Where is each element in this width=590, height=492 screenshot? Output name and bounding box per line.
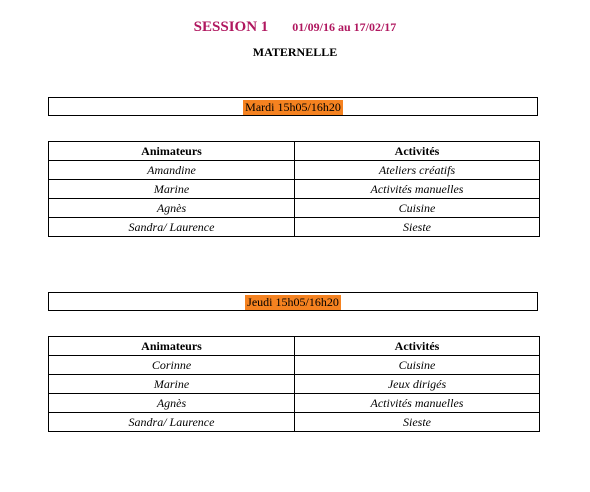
table-row xyxy=(49,394,540,413)
column-header-activites: Activités xyxy=(295,142,540,161)
column-header-activites: Activités xyxy=(295,337,540,356)
column-header-animateurs: Animateurs xyxy=(49,337,295,356)
activite-cell: Sieste xyxy=(295,218,540,237)
schedule-table-mardi xyxy=(48,141,540,237)
animateur-cell: Sandra/ Laurence xyxy=(49,218,295,237)
session-label: SESSION 1 xyxy=(193,19,269,35)
table-row xyxy=(49,161,540,180)
table-row xyxy=(49,199,540,218)
animateur-cell: Corinne xyxy=(49,356,295,375)
day-label: Jeudi 15h05/16h20 xyxy=(247,295,339,309)
level-title: MATERNELLE xyxy=(252,45,338,59)
animateur-cell: Agnès xyxy=(49,394,295,413)
activite-cell: Ateliers créatifs xyxy=(295,161,540,180)
animateur-cell: Marine xyxy=(49,180,295,199)
table-row xyxy=(49,218,540,237)
activite-cell: Cuisine xyxy=(295,199,540,218)
animateur-cell: Marine xyxy=(49,375,295,394)
animateur-cell: Sandra/ Laurence xyxy=(49,413,295,432)
activite-cell: Jeux dirigés xyxy=(295,375,540,394)
session-dates: 01/09/16 au 17/02/17 xyxy=(292,20,397,34)
day-header-jeudi xyxy=(48,292,538,311)
activite-cell: Cuisine xyxy=(295,356,540,375)
schedule-table-jeudi xyxy=(48,336,540,432)
activite-cell: Activités manuelles xyxy=(295,180,540,199)
animateur-cell: Amandine xyxy=(49,161,295,180)
table-row xyxy=(49,413,540,432)
column-header-animateurs: Animateurs xyxy=(49,142,295,161)
session-title xyxy=(0,18,590,36)
table-row xyxy=(49,375,540,394)
table-header-row xyxy=(49,337,540,356)
activite-cell: Activités manuelles xyxy=(295,394,540,413)
table-row xyxy=(49,180,540,199)
day-header-mardi xyxy=(48,97,538,116)
table-row xyxy=(49,356,540,375)
animateur-cell: Agnès xyxy=(49,199,295,218)
day-label: Mardi 15h05/16h20 xyxy=(245,100,341,114)
table-header-row xyxy=(49,142,540,161)
activite-cell: Sieste xyxy=(295,413,540,432)
